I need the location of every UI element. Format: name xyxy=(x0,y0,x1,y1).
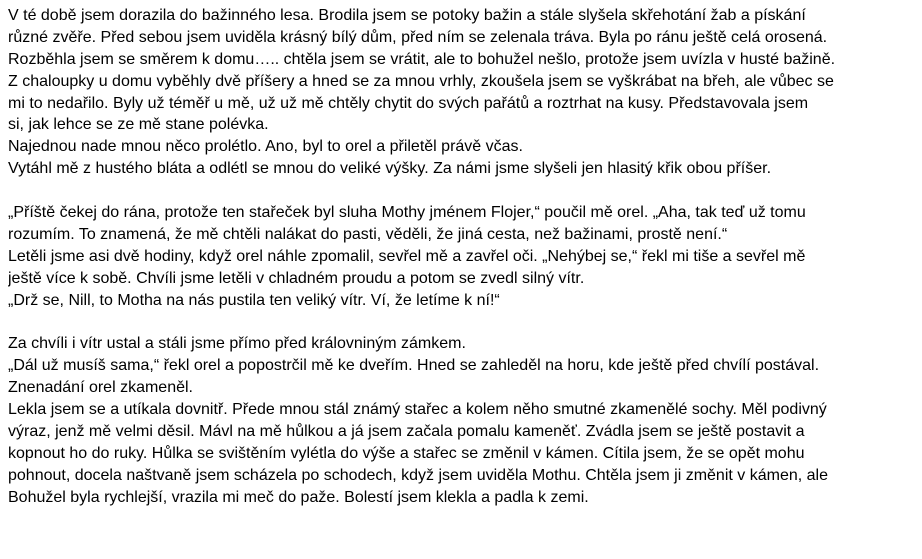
paragraph-gap xyxy=(8,311,916,333)
text-line: ještě více k sobě. Chvíli jsme letěli v chladném proudu a potom se zvedl silný vítr. xyxy=(8,269,585,287)
paragraph-gap xyxy=(8,180,916,202)
text-line: Bohužel byla rychlejší, vrazila mi meč do paže. Bolestí jsem klekla a padla k zemi. xyxy=(8,488,589,506)
text-line: „Příště čekej do rána, protože ten stařeček byl sluha Mothy jménem Flojer,“ poučil mě orel. „Aha, tak teď už tomu xyxy=(8,204,806,222)
text-line: „Dál už musíš sama,“ řekl orel a popostrčil mě ke dveřím. Hned se zahleděl na horu, kde ještě před chvílí postával. xyxy=(8,357,820,375)
text-line: V té době jsem dorazila do bažinného lesa. Brodila jsem se potoky bažin a stále slyšela skřehotání žab a pískání xyxy=(8,7,806,24)
text-line: Najednou nade mnou něco prolétlo. Ano, byl to orel a přiletěl právě včas. xyxy=(8,138,523,156)
text-line: různé zvěře. Před sebou jsem uviděla krásný bílý dům, před ním se zelenala tráva. Byla po ránu ještě celá orosená. xyxy=(8,28,828,46)
text-line: Z chaloupky u domu vyběhly dvě příšery a hned se za mnou vrhly, zkoušela jsem se vyškrábat na břeh, ale vůbec se xyxy=(8,72,834,90)
text-line: Letěli jsme asi dvě hodiny, když orel náhle zpomalil, sevřel mě a zavřel oči. „Nehýbej se,“ řekl mi tiše a sevřel mě xyxy=(8,247,806,265)
text-line: „Drž se, Nill, to Motha na nás pustila ten veliký vítr. Ví, že letíme k ní!“ xyxy=(8,291,500,309)
text-line: mi to nedařilo. Byly už téměř u mě, už už mě chtěly chytit do svých pařátů a roztrhat na kusy. Představovala jsem xyxy=(8,94,809,112)
text-line: Rozběhla jsem se směrem k domu….. chtěla jsem se vrátit, ale to bohužel nešlo, protože jsem uvízla v husté bažině. xyxy=(8,50,836,68)
text-line: rozumím. To znamená, že mě chtěli nalákat do pasti, věděli, že jiná cesta, než bažinami, prostě není.“ xyxy=(8,225,728,243)
text-line: kopnout ho do ruky. Hůlka se svištěním vylétla do výše a stařec se změnil v kámen. Cítila jsem, že se opět mohu xyxy=(8,444,805,462)
text-line: si, jak lehce se ze mě stane polévka. xyxy=(8,116,269,134)
text-line: Vytáhl mě z hustého bláta a odlétl se mnou do veliké výšky. Za námi jsme slyšeli jen hlasitý křik obou příšer. xyxy=(8,160,772,178)
text-line: výraz, jenž mě velmi děsil. Mávl na mě hůlkou a já jsem začala pomalu kameněť. Zvádla jsem se ještě postavit a xyxy=(8,422,805,440)
text-line: pohnout, docela naštvaně jsem scházela po schodech, když jsem uviděla Mothu. Chtěla jsem ji změnit v kámen, ale xyxy=(8,466,828,484)
text-line: Lekla jsem se a utíkala dovnitř. Přede mnou stál známý stařec a kolem něho smutné zkamenělé sochy. Měl podivný xyxy=(8,401,827,419)
text-line: Znenadání orel zkameněl. xyxy=(8,379,193,397)
document-page xyxy=(8,5,916,508)
text-line: Za chvíli i vítr ustal a stáli jsme přímo před královniným zámkem. xyxy=(8,335,466,353)
